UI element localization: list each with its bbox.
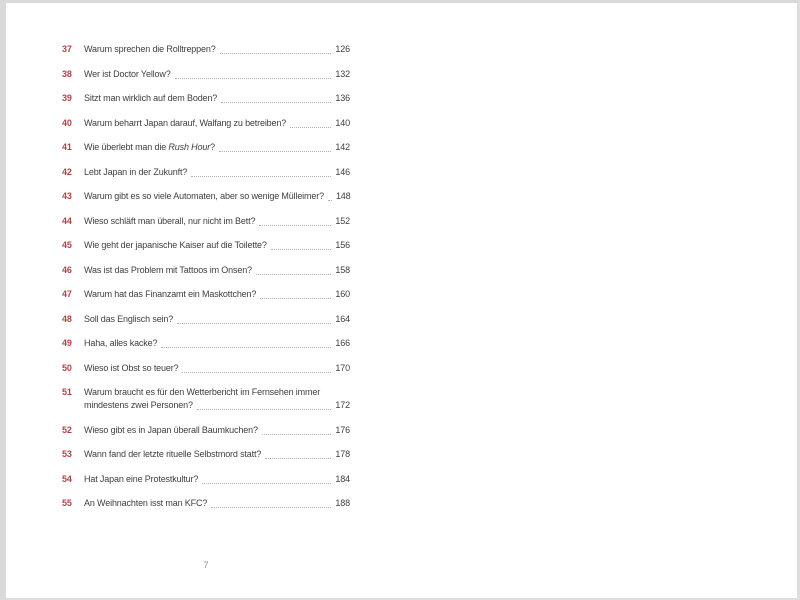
toc-entry-page-number: 152 xyxy=(335,215,350,226)
dot-leader xyxy=(197,409,332,410)
dot-leader xyxy=(219,151,331,152)
toc-entry-question xyxy=(84,362,178,375)
toc-entry xyxy=(62,288,350,301)
question-segment: ? xyxy=(210,142,215,152)
toc-entry-body xyxy=(84,362,350,375)
toc-entry-line xyxy=(84,497,350,510)
question-segment: Wieso schläft man überall, nur nicht im Bett? xyxy=(84,215,256,226)
toc-entry-body xyxy=(84,264,350,277)
toc-entry xyxy=(62,473,350,486)
toc-entry-page-number: 126 xyxy=(335,44,350,54)
toc-entry-page-number: 170 xyxy=(335,362,350,373)
footer-page-number: 7 xyxy=(203,560,209,570)
toc-entry-line xyxy=(84,386,350,399)
toc-entry-page-number: 166 xyxy=(335,338,350,348)
toc-entry-line xyxy=(84,215,350,228)
toc-entry-line xyxy=(84,313,350,326)
question-segment: Wer ist Doctor Yellow? xyxy=(84,68,171,79)
toc-entry-number: 47 xyxy=(62,289,72,299)
toc-entry-number: 39 xyxy=(62,93,72,103)
toc-entry-line xyxy=(84,141,350,154)
toc-entry-number: 52 xyxy=(62,424,72,435)
toc-entry xyxy=(62,117,350,130)
toc-entry-question xyxy=(84,448,261,461)
dot-leader xyxy=(202,483,331,484)
toc-entry-page-number: 136 xyxy=(335,93,350,103)
toc-entry-question xyxy=(84,337,157,350)
toc-entry xyxy=(62,190,350,203)
toc-entry-body xyxy=(84,68,350,81)
toc-entry-page-number: 142 xyxy=(335,142,350,152)
toc-entry-line xyxy=(84,399,350,412)
toc-entry-line xyxy=(84,337,350,350)
toc-entry-number: 45 xyxy=(62,240,72,250)
toc-entry xyxy=(62,215,350,228)
toc-entry-question xyxy=(84,264,252,277)
toc-entry-question xyxy=(84,43,216,56)
toc-entry-line xyxy=(84,473,350,486)
toc-entry-question xyxy=(84,313,173,326)
toc-entry xyxy=(62,362,350,375)
toc-entry-body xyxy=(84,337,350,350)
toc-entry-number: 43 xyxy=(62,191,72,201)
toc-entry-line xyxy=(84,190,350,203)
toc-entry-body xyxy=(84,424,350,437)
question-segment: Hat Japan eine Protestkultur? xyxy=(84,473,199,484)
question-italic-segment: Rush Hour xyxy=(168,142,211,152)
toc-entry-number: 46 xyxy=(62,264,72,275)
dot-leader xyxy=(259,225,331,226)
toc-entry xyxy=(62,313,350,326)
dot-leader xyxy=(256,274,332,275)
dot-leader xyxy=(265,458,331,459)
toc-entry xyxy=(62,239,350,252)
question-segment: Wie überlebt man die xyxy=(84,142,169,152)
dot-leader xyxy=(161,347,331,348)
question-segment: An Weihnachten isst man KFC? xyxy=(84,498,208,508)
toc-entry-line xyxy=(84,424,350,437)
toc-entry-number: 37 xyxy=(62,44,72,54)
toc-entry-body xyxy=(84,239,350,252)
toc-entry xyxy=(62,68,350,81)
question-segment: Lebt Japan in der Zukunft? xyxy=(84,166,188,177)
toc-entry xyxy=(62,497,350,510)
toc-entry-body xyxy=(84,92,350,105)
toc-entry-body xyxy=(84,166,350,179)
toc-entry-question xyxy=(84,424,258,437)
toc-entry-line xyxy=(84,117,350,130)
toc-entry-page-number: 158 xyxy=(335,264,350,275)
toc-entry-body xyxy=(84,448,350,461)
toc-entry-question xyxy=(84,387,320,397)
toc-entry-number: 54 xyxy=(62,473,72,484)
toc-entry xyxy=(62,448,350,461)
toc-entry-question xyxy=(84,215,255,228)
question-segment: Wann fand der letzte rituelle Selbstmord statt? xyxy=(84,449,262,459)
question-segment: Soll das Englisch sein? xyxy=(84,313,174,324)
question-segment: Warum beharrt Japan darauf, Walfang zu betreiben? xyxy=(84,117,287,128)
dot-leader xyxy=(262,434,332,435)
toc-entry-line xyxy=(84,362,350,375)
question-segment: Warum sprechen die Rolltreppen? xyxy=(84,44,216,54)
question-segment: Haha, alles kacke? xyxy=(84,338,158,348)
toc-entry-question xyxy=(84,166,187,179)
toc-entry-number: 38 xyxy=(62,68,72,79)
dot-leader xyxy=(271,249,332,250)
toc-entry-page-number: 164 xyxy=(335,313,350,324)
question-segment: Warum braucht es für den Wetterbericht im Fernsehen immer xyxy=(84,387,321,397)
toc-entry-number: 41 xyxy=(62,142,72,152)
toc-entry-line xyxy=(84,68,350,81)
toc-entry-page-number: 156 xyxy=(335,240,350,250)
toc-entry xyxy=(62,43,350,56)
toc-entry-question xyxy=(84,68,171,81)
toc-entry-number: 53 xyxy=(62,449,72,459)
question-segment: Was ist das Problem mit Tattoos im Onsen? xyxy=(84,264,252,275)
toc-entry-line xyxy=(84,239,350,252)
toc-entry xyxy=(62,337,350,350)
dot-leader xyxy=(211,507,331,508)
toc-entry-question xyxy=(84,92,217,105)
dot-leader xyxy=(290,127,331,128)
toc-entry-number: 48 xyxy=(62,313,72,324)
toc-entry xyxy=(62,386,350,412)
toc-entry-line xyxy=(84,43,350,56)
toc-entry-question xyxy=(84,190,324,203)
toc-entry-question xyxy=(84,497,207,510)
toc-entry-question xyxy=(84,141,215,154)
toc-entry-number: 42 xyxy=(62,166,72,177)
toc-entry-question xyxy=(84,239,267,252)
toc-list xyxy=(62,43,350,522)
question-segment: Wie geht der japanische Kaiser auf die Toilette? xyxy=(84,240,267,250)
toc-entry-page-number: 172 xyxy=(335,400,350,410)
toc-entry-body xyxy=(84,386,350,412)
dot-leader xyxy=(175,78,332,79)
toc-entry-number: 49 xyxy=(62,338,72,348)
toc-entry-body xyxy=(84,473,350,486)
toc-entry-line xyxy=(84,448,350,461)
dot-leader xyxy=(328,200,332,201)
toc-entry-number: 44 xyxy=(62,215,72,226)
toc-entry-number: 50 xyxy=(62,362,72,373)
toc-entry-number: 55 xyxy=(62,498,72,508)
toc-entry-page-number: 188 xyxy=(335,498,350,508)
toc-entry-body xyxy=(84,141,350,154)
toc-entry xyxy=(62,166,350,179)
toc-entry-page-number: 146 xyxy=(335,166,350,177)
toc-entry xyxy=(62,264,350,277)
toc-entry-question xyxy=(84,399,193,412)
dot-leader xyxy=(191,176,331,177)
toc-entry-line xyxy=(84,288,350,301)
toc-entry-body xyxy=(84,497,350,510)
toc-entry xyxy=(62,424,350,437)
toc-entry-body xyxy=(84,117,350,130)
question-segment: mindestens zwei Personen? xyxy=(84,400,193,410)
toc-entry-page-number: 176 xyxy=(335,424,350,435)
toc-entry-number: 51 xyxy=(62,387,72,397)
toc-entry-page-number: 178 xyxy=(335,449,350,459)
toc-entry-page-number: 148 xyxy=(335,191,351,201)
toc-entry xyxy=(62,92,350,105)
toc-entry-body xyxy=(84,288,350,301)
toc-entry-page-number: 132 xyxy=(335,68,350,79)
toc-entry-page-number: 160 xyxy=(335,289,350,299)
dot-leader xyxy=(177,323,331,324)
toc-entry-body xyxy=(84,215,350,228)
dot-leader xyxy=(182,372,331,373)
dot-leader xyxy=(221,102,331,103)
question-segment: Warum gibt es so viele Automaten, aber so wenige Mülleimer? xyxy=(84,191,324,201)
toc-entry-body xyxy=(84,43,350,56)
dot-leader xyxy=(260,298,331,299)
toc-entry-question xyxy=(84,117,286,130)
toc-entry-question xyxy=(84,473,198,486)
question-segment: Warum hat das Finanzamt ein Maskottchen? xyxy=(84,289,257,299)
toc-entry-body xyxy=(84,313,350,326)
toc-entry-line xyxy=(84,92,350,105)
toc-entry-question xyxy=(84,288,256,301)
toc-entry-body xyxy=(84,190,350,203)
toc-entry-line xyxy=(84,166,350,179)
question-segment: Sitzt man wirklich auf dem Boden? xyxy=(84,93,218,103)
dot-leader xyxy=(220,53,332,54)
question-segment: Wieso ist Obst so teuer? xyxy=(84,362,179,373)
toc-entry-page-number: 140 xyxy=(335,117,350,128)
toc-entry-page-number: 184 xyxy=(335,473,350,484)
toc-entry-number: 40 xyxy=(62,117,72,128)
toc-entry-line xyxy=(84,264,350,277)
toc-entry xyxy=(62,141,350,154)
question-segment: Wieso gibt es in Japan überall Baumkuchen? xyxy=(84,424,258,435)
